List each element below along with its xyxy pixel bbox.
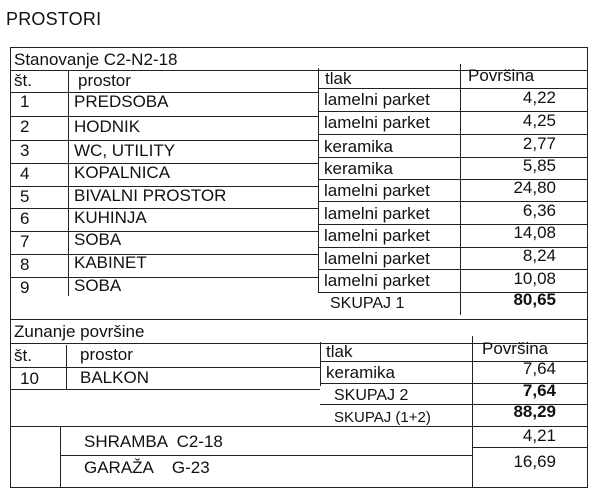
grand-total-value: 88,29 xyxy=(513,402,556,421)
divider xyxy=(10,140,318,141)
row-floor: lamelni parket xyxy=(324,204,430,223)
header-num: št. xyxy=(14,71,32,90)
exterior-title: Zunanje površine xyxy=(14,322,145,341)
row-area: 8,24 xyxy=(522,246,556,265)
row-floor: keramika xyxy=(326,363,395,382)
row-num: 4 xyxy=(20,164,30,183)
divider xyxy=(472,447,588,448)
divider xyxy=(320,342,321,386)
divider xyxy=(318,247,588,248)
row-room: SOBA xyxy=(74,230,122,249)
exterior-total-value: 7,64 xyxy=(522,381,556,400)
row-room: WC, UTILITY xyxy=(74,141,176,160)
divider xyxy=(318,201,588,202)
extra-area: 16,69 xyxy=(513,452,556,471)
row-floor: lamelni parket xyxy=(324,226,430,245)
apartment-total-label: SKUPAJ 1 xyxy=(330,295,405,312)
grand-total-label: SKUPAJ (1+2) xyxy=(334,409,431,426)
row-room: PREDSOBA xyxy=(74,92,169,111)
apartment-title: Stanovanje C2-N2-18 xyxy=(14,50,178,69)
divider xyxy=(10,389,320,390)
row-room: HODNIK xyxy=(74,117,141,136)
header-area: Površina xyxy=(482,339,549,358)
extra-name: SHRAMBA C2-18 xyxy=(84,432,223,451)
divider xyxy=(10,116,318,117)
divider xyxy=(10,367,320,368)
row-num: 5 xyxy=(20,187,30,206)
apartment-total-value: 80,65 xyxy=(513,290,556,309)
header-num: št. xyxy=(14,346,32,365)
row-num: 2 xyxy=(20,117,30,136)
row-num: 3 xyxy=(20,141,30,160)
divider xyxy=(318,68,319,293)
divider xyxy=(318,134,588,135)
row-area: 7,64 xyxy=(522,359,556,378)
row-area: 2,77 xyxy=(522,134,556,153)
row-area: 6,36 xyxy=(522,201,556,220)
divider xyxy=(10,186,318,187)
row-num: 8 xyxy=(20,255,30,274)
row-num: 6 xyxy=(20,209,30,228)
extra-name: GARAŽA G-23 xyxy=(84,458,210,477)
divider xyxy=(10,254,318,255)
row-room: KABINET xyxy=(74,253,147,272)
header-room: prostor xyxy=(80,345,133,364)
divider xyxy=(318,179,588,180)
row-area: 14,08 xyxy=(513,223,556,242)
divider xyxy=(68,71,69,296)
divider xyxy=(460,64,461,315)
divider xyxy=(472,336,473,426)
divider xyxy=(10,208,318,209)
row-area: 5,85 xyxy=(522,156,556,175)
row-floor: keramika xyxy=(324,159,393,178)
row-area: 10,08 xyxy=(513,269,556,288)
row-room: SOBA xyxy=(74,276,122,295)
divider xyxy=(10,277,318,278)
divider xyxy=(10,163,318,164)
row-floor: lamelni parket xyxy=(324,90,430,109)
row-num: 1 xyxy=(20,92,30,111)
row-floor: lamelni parket xyxy=(324,271,430,290)
header-area: Površina xyxy=(468,66,535,85)
row-room: KOPALNICA xyxy=(74,163,171,182)
row-room: BIVALNI PROSTOR xyxy=(74,186,227,205)
row-floor: lamelni parket xyxy=(324,181,430,200)
exterior-total-label: SKUPAJ 2 xyxy=(334,387,409,404)
extra-area: 4,21 xyxy=(522,426,556,445)
divider xyxy=(318,111,588,112)
divider xyxy=(318,157,588,158)
row-floor: lamelni parket xyxy=(324,249,430,268)
divider xyxy=(472,426,473,488)
row-area: 24,80 xyxy=(513,178,556,197)
header-floor: tlak xyxy=(325,69,352,88)
row-room: KUHINJA xyxy=(74,208,147,227)
divider xyxy=(318,269,588,270)
row-area: 4,25 xyxy=(522,111,556,130)
divider xyxy=(10,319,588,320)
row-num: 7 xyxy=(20,232,30,251)
row-num: 10 xyxy=(20,369,39,388)
row-floor: keramika xyxy=(324,137,393,156)
page-title: PROSTORI xyxy=(6,9,102,29)
divider xyxy=(10,231,318,232)
row-floor: lamelni parket xyxy=(324,113,430,132)
header-floor: tlak xyxy=(326,342,353,361)
row-room: BALKON xyxy=(80,368,149,387)
row-num: 9 xyxy=(20,278,30,297)
header-room: prostor xyxy=(78,71,131,90)
divider xyxy=(318,224,588,225)
row-area: 4,22 xyxy=(522,88,556,107)
divider xyxy=(60,426,61,488)
divider xyxy=(60,455,472,456)
